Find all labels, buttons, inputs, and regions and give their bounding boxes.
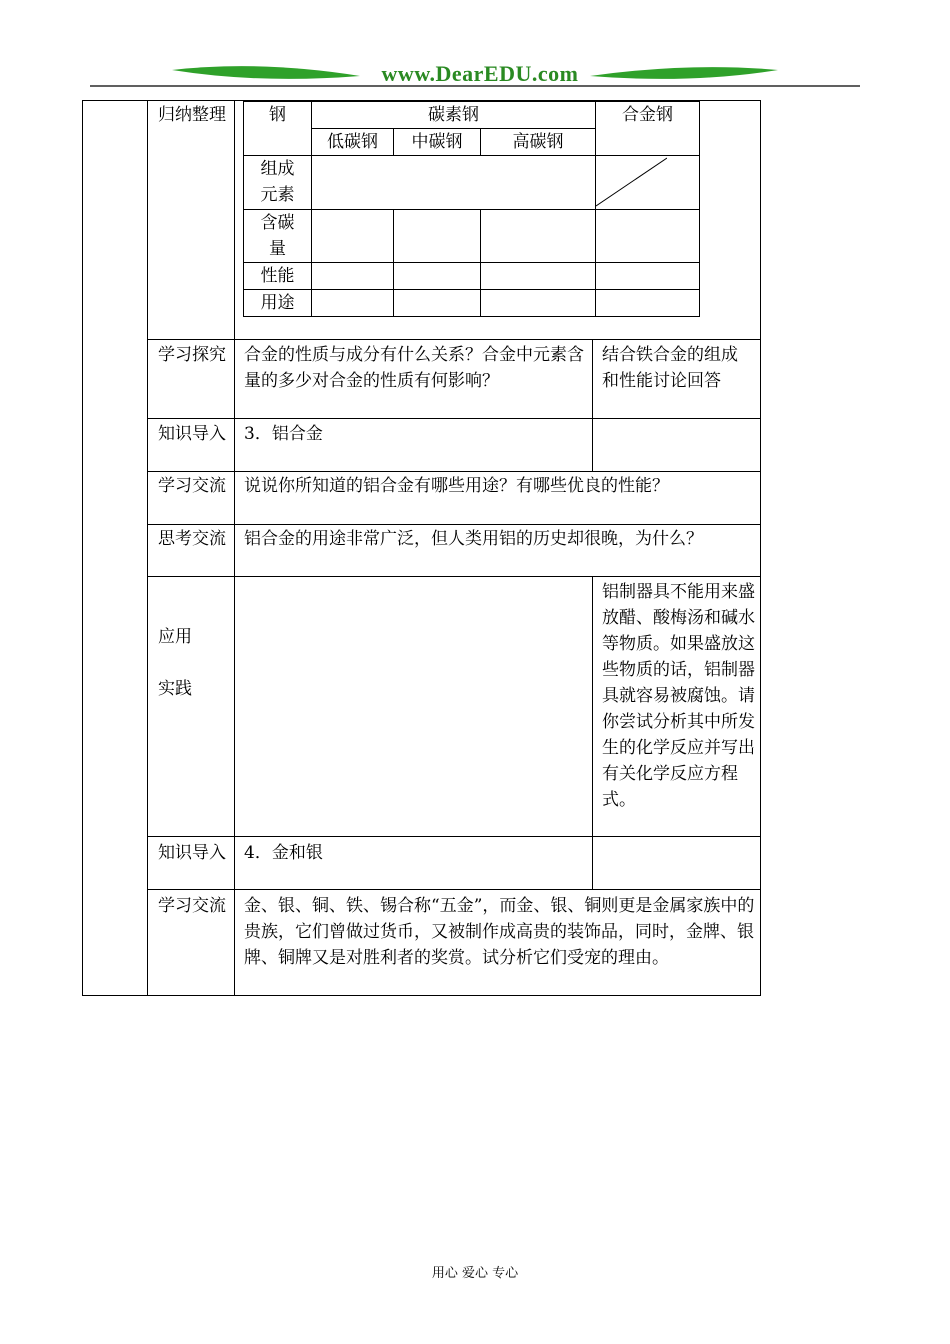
carbon-content-alloy[interactable] xyxy=(596,210,700,263)
intro-gold-title: 4．金和银 xyxy=(244,843,323,863)
row-label-intro-aluminium: 知识导入 xyxy=(158,424,226,444)
thinking-question: 铝合金的用途非常广泛，但人类用铝的历史却很晚，为什么？ xyxy=(244,529,703,549)
low-carbon-header: 低碳钢 xyxy=(312,129,394,156)
intro-aluminium-title: 3．铝合金 xyxy=(244,424,323,444)
gold-exchange-text: 金、银、铜、铁、锡合称“五金”，而金、银、铜则更是金属家族中的贵族，它们曾做过货币，又被制作成高贵的装饰品，同时，金牌、银牌、铜牌又是对胜利者的奖赏。试分析它们受宠的理由。 xyxy=(244,896,755,968)
diagonal-slash xyxy=(596,156,667,210)
header-banner xyxy=(0,0,950,95)
row-label-intro-gold: 知识导入 xyxy=(158,843,226,863)
uses-alloy[interactable] xyxy=(596,290,700,317)
row-label-exchange-gold: 学习交流 xyxy=(158,896,226,916)
uses-low[interactable] xyxy=(312,290,394,317)
properties-low[interactable] xyxy=(312,263,394,290)
steel-comparison-table xyxy=(243,101,700,317)
row-label-exchange: 学习交流 xyxy=(158,476,226,496)
alloy-steel-header: 合金钢 xyxy=(596,102,700,156)
properties-high[interactable] xyxy=(481,263,596,290)
corner-header: 钢 xyxy=(244,102,312,156)
carbon-content-low[interactable] xyxy=(312,210,394,263)
inquiry-note: 结合铁合金的组成和性能讨论回答 xyxy=(602,345,738,391)
row-carbon-content: 含碳量 xyxy=(244,210,312,263)
practice-note: 铝制器具不能用来盛放醋、酸梅汤和碱水等物质。如果盛放这些物质的话，铝制器具就容易被腐蚀。请你尝试分析其中所发生的化学反应并写出有关化学反应方程式。 xyxy=(602,582,755,810)
row-uses: 用途 xyxy=(244,290,312,317)
row-label-inquiry: 学习探究 xyxy=(158,345,226,365)
row-label-practice-a: 应用 xyxy=(158,627,192,647)
uses-medium[interactable] xyxy=(394,290,481,317)
row-label-practice-b: 实践 xyxy=(158,679,192,699)
left-margin-column xyxy=(83,101,148,996)
carbon-steel-header: 碳素钢 xyxy=(312,102,596,129)
site-logo[interactable]: www.DearEDU.com xyxy=(381,61,579,86)
high-carbon-header: 高碳钢 xyxy=(481,129,596,156)
properties-medium[interactable] xyxy=(394,263,481,290)
composition-cell[interactable] xyxy=(312,156,596,210)
page-footer: 用心 爱心 专心 xyxy=(431,1266,519,1281)
row-label-summary: 归纳整理 xyxy=(158,105,226,125)
exchange-question: 说说你所知道的铝合金有哪些用途？有哪些优良的性能？ xyxy=(244,476,669,496)
properties-alloy[interactable] xyxy=(596,263,700,290)
row-label-thinking: 思考交流 xyxy=(158,529,226,549)
carbon-content-medium[interactable] xyxy=(394,210,481,263)
carbon-content-high[interactable] xyxy=(481,210,596,263)
inquiry-question: 合金的性质与成分有什么关系？合金中元素含量的多少对合金的性质有何影响？ xyxy=(244,345,584,391)
composition-alloy-cell xyxy=(596,156,700,210)
uses-high[interactable] xyxy=(481,290,596,317)
row-properties: 性能 xyxy=(244,263,312,290)
medium-carbon-header: 中碳钢 xyxy=(394,129,481,156)
row-label-cell xyxy=(148,101,235,340)
row-composition: 组成元素 xyxy=(244,156,312,210)
